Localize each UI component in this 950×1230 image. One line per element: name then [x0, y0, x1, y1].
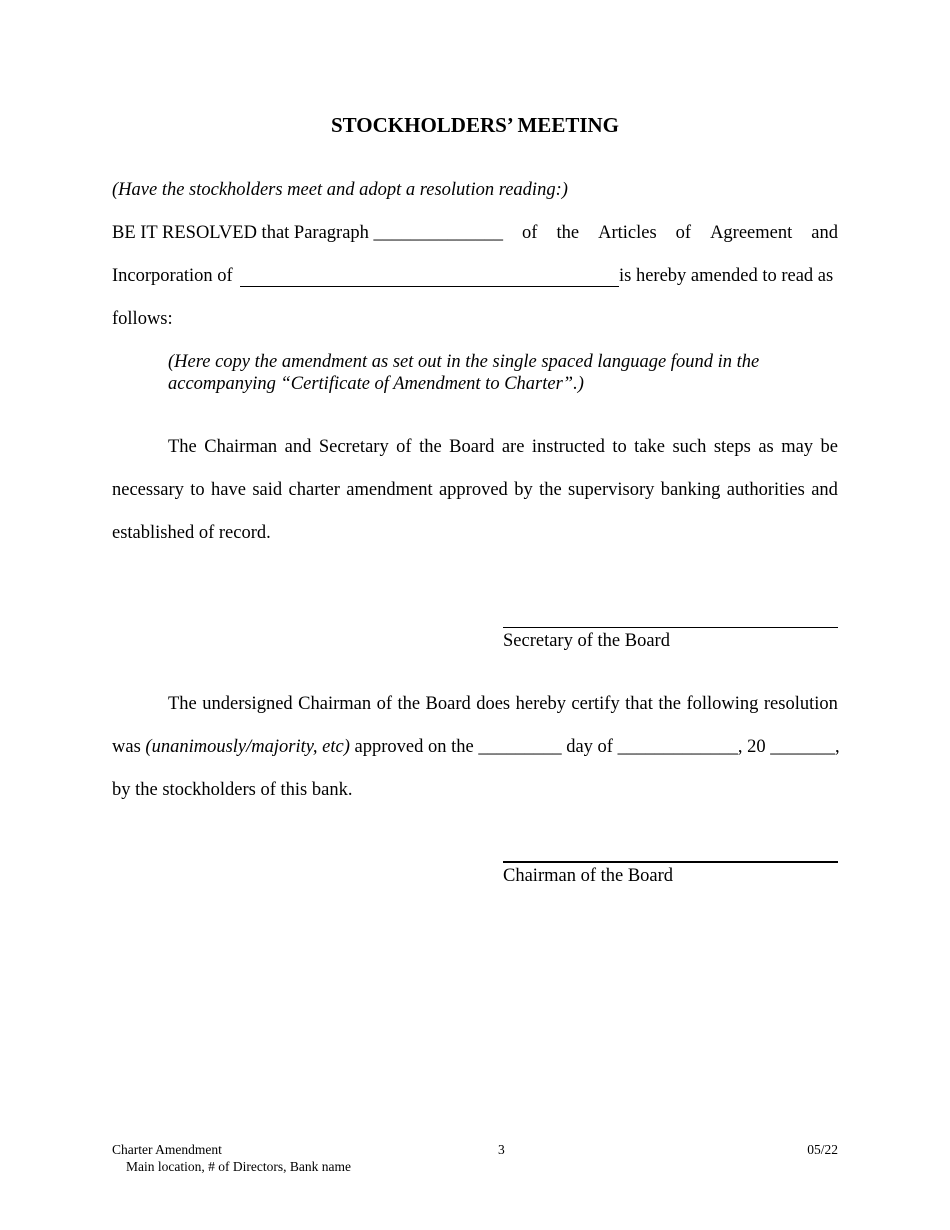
vote-type: (unanimously/majority, etc): [145, 737, 350, 757]
certify-line-3: by the stockholders of this bank.: [112, 780, 353, 800]
chairman-signature-line[interactable]: [503, 861, 838, 863]
steps-line-2: necessary to have said charter amendment approved by the supervisory banking authorities and: [112, 480, 838, 500]
bank-name-blank[interactable]: [240, 286, 619, 287]
secretary-signature-line[interactable]: [503, 627, 838, 628]
resolution-line-2b: is hereby amended to read as: [619, 266, 834, 286]
certify-line-2: was (unanimously/majority, etc) approved on the _________ day of _____________, 20 _______,: [112, 737, 840, 757]
footer-subtitle: Main location, # of Directors, Bank name: [126, 1159, 351, 1174]
certify-line-1: The undersigned Chairman of the Board does hereby certify that the following resolution: [168, 694, 838, 714]
steps-line-1: The Chairman and Secretary of the Board are instructed to take such steps as may be: [168, 437, 838, 457]
instruction-text: (Have the stockholders meet and adopt a resolution reading:): [112, 180, 568, 200]
secretary-label: Secretary of the Board: [503, 631, 670, 651]
resolution-line-2a: Incorporation of: [112, 266, 233, 286]
page-number: 3: [498, 1142, 505, 1157]
footer-date: 05/22: [807, 1142, 838, 1157]
resolution-line-3: follows:: [112, 309, 173, 329]
resolution-line-1: BE IT RESOLVED that Paragraph ______________ of the Articles of Agreement and: [112, 223, 838, 243]
footer-doc-title: Charter Amendment: [112, 1142, 222, 1157]
chairman-label: Chairman of the Board: [503, 866, 674, 886]
steps-line-3: established of record.: [112, 523, 271, 543]
amendment-note-2: accompanying “Certificate of Amendment to Charter”.): [168, 374, 584, 394]
page-title: STOCKHOLDERS’ MEETING: [330, 113, 620, 137]
amendment-note-1: (Here copy the amendment as set out in the single spaced language found in the: [168, 352, 760, 372]
